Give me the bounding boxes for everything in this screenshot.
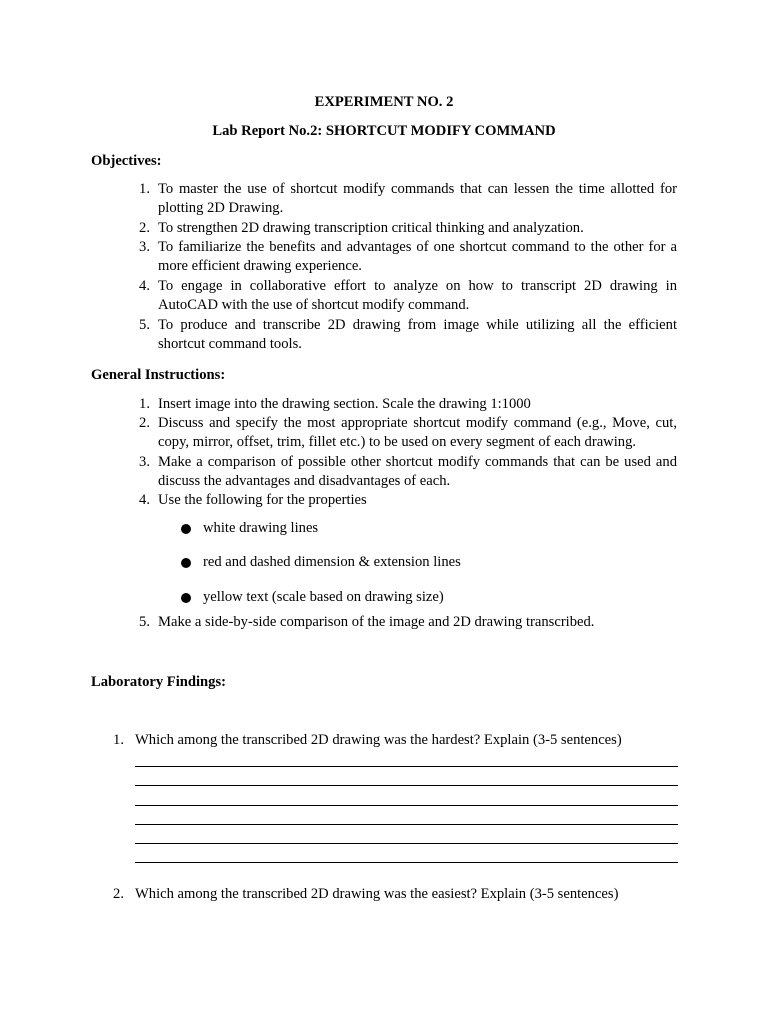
bullet-icon (181, 558, 191, 568)
list-number: 1. (113, 732, 124, 748)
list-number: 3. (139, 239, 150, 255)
instruction-item-2 (134, 414, 677, 453)
bullet-icon (181, 593, 191, 603)
property-bullet-3 (181, 588, 444, 607)
objectives-heading: Objectives: (91, 153, 162, 169)
instruction-item-3 (134, 453, 677, 492)
list-number: 1. (139, 181, 150, 197)
objective-item-2 (134, 219, 677, 238)
list-item-text: Insert image into the drawing section. Scale the drawing 1:1000 (158, 396, 531, 412)
list-number: 3. (139, 454, 150, 470)
list-number: 2. (139, 220, 150, 236)
experiment-title: EXPERIMENT NO. 2 (314, 94, 454, 110)
bullet-icon (181, 524, 191, 534)
question-text: Which among the transcribed 2D drawing was the easiest? Explain (3-5 sentences) (135, 886, 619, 902)
answer-line[interactable] (135, 824, 678, 825)
property-bullet-2 (181, 553, 461, 572)
list-item-text: To master the use of shortcut modify commands that can lessen the time allotted for plotting 2D Drawing. (158, 181, 677, 217)
answer-line[interactable] (135, 805, 678, 806)
list-item-text: To engage in collaborative effort to analyze on how to transcript 2D drawing in AutoCAD with the use of shortcut modify command. (158, 278, 677, 314)
answer-line[interactable] (135, 862, 678, 863)
list-number: 2. (113, 886, 124, 902)
list-item-text: Make a comparison of possible other shortcut modify commands that can be used and discuss the advantages and disadvantages of each. (158, 454, 677, 490)
finding-question-1 (110, 731, 622, 750)
list-number: 5. (139, 614, 150, 630)
list-number: 4. (139, 492, 150, 508)
list-item-text: Use the following for the properties (158, 492, 367, 508)
report-title: Lab Report No.2: SHORTCUT MODIFY COMMAND (212, 123, 556, 139)
answer-line[interactable] (135, 843, 678, 844)
list-item-text: Make a side-by-side comparison of the image and 2D drawing transcribed. (158, 614, 595, 630)
list-item-text: To produce and transcribe 2D drawing from image while utilizing all the efficient shortcut command tools. (158, 317, 677, 353)
property-text: white drawing lines (203, 520, 319, 536)
list-number: 1. (139, 396, 150, 412)
list-number: 5. (139, 317, 150, 333)
objective-item-3 (134, 238, 677, 277)
question-text: Which among the transcribed 2D drawing was the hardest? Explain (3-5 sentences) (135, 732, 622, 748)
instructions-heading: General Instructions: (91, 367, 226, 383)
instruction-item-5 (134, 613, 677, 632)
list-item-text: To familiarize the benefits and advantages of one shortcut command to the other for a more efficient drawing experience. (158, 239, 677, 275)
findings-heading: Laboratory Findings: (91, 674, 227, 690)
objective-item-5 (134, 316, 677, 355)
list-item-text: To strengthen 2D drawing transcription critical thinking and analyzation. (158, 220, 584, 236)
objective-item-4 (134, 277, 677, 316)
answer-line[interactable] (135, 785, 678, 786)
answer-line[interactable] (135, 766, 678, 767)
property-bullet-1 (181, 519, 318, 538)
property-text: red and dashed dimension & extension lines (203, 554, 461, 570)
list-number: 4. (139, 278, 150, 294)
property-text: yellow text (scale based on drawing size) (203, 589, 444, 605)
list-item-text: Discuss and specify the most appropriate shortcut modify command (e.g., Move, cut, copy, mirror, offset, trim, fillet etc.) to be used on every segment of each drawing. (158, 415, 677, 451)
instruction-item-4 (134, 491, 677, 510)
instruction-item-1 (134, 395, 677, 414)
objective-item-1 (134, 180, 677, 219)
list-number: 2. (139, 415, 150, 431)
finding-question-2 (110, 885, 618, 904)
